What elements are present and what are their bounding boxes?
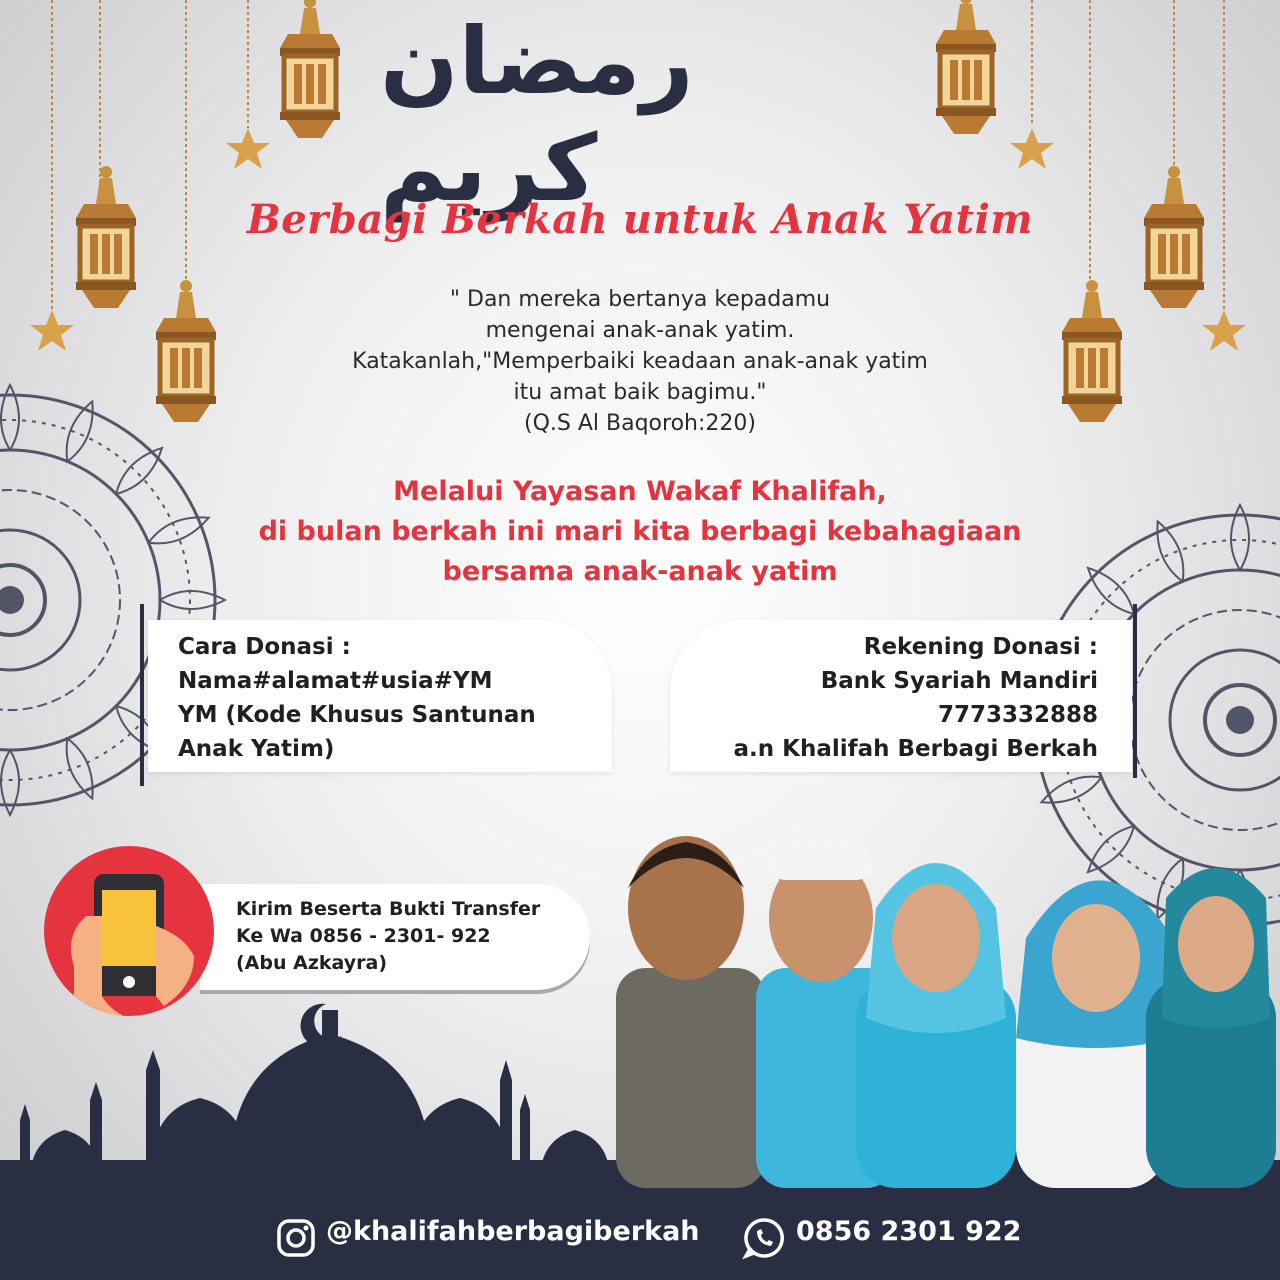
arabic-title [380, 8, 900, 222]
accent-bar-left [140, 604, 144, 786]
instagram-handle[interactable]: @khalifahberbagiberkah [326, 1216, 700, 1247]
contact-whatsapp-number: Ke Wa 0856 - 2301- 922 [236, 925, 491, 947]
quote-source: (Q.S Al Baqoroh:220) [524, 411, 756, 436]
quran-quote [240, 284, 1040, 439]
donation-method-line: YM (Kode Khusus Santunan [178, 702, 536, 728]
donation-account-card [670, 620, 1132, 772]
donation-method-line: Nama#alamat#usia#YM [178, 668, 493, 694]
instagram-icon[interactable] [276, 1218, 316, 1258]
contact-name: (Abu Azkayra) [236, 952, 388, 974]
crescent-icon [296, 1000, 346, 1050]
invitation-text [140, 472, 1140, 592]
account-holder: a.n Khalifah Berbagi Berkah [733, 736, 1098, 762]
accent-bar-right [1133, 604, 1137, 778]
contact-pill [200, 884, 590, 990]
donation-account-text [733, 630, 1098, 766]
quote-line: Katakanlah,"Memperbaiki keadaan anak-anak yatim [352, 349, 928, 374]
phone-in-hand-icon [44, 846, 214, 1016]
whatsapp-icon[interactable] [742, 1216, 786, 1260]
invite-line: bersama anak-anak yatim [442, 556, 838, 587]
account-number: 7773332888 [937, 702, 1098, 728]
invite-line: di bulan berkah ini mari kita berbagi kebahagiaan [258, 516, 1022, 547]
quote-line: itu amat baik bagimu." [513, 380, 767, 405]
contact-line: Kirim Beserta Bukti Transfer [236, 898, 541, 920]
quote-line: " Dan mereka bertanya kepadamu [449, 287, 831, 312]
arabic-title-text: رمضان كريم [380, 8, 694, 222]
donation-account-title: Rekening Donasi : [863, 634, 1098, 660]
donation-method-title: Cara Donasi : [178, 634, 351, 660]
donation-method-text [178, 630, 536, 766]
donation-method-card [148, 620, 612, 772]
quote-line: mengenai anak-anak yatim. [485, 318, 795, 343]
donation-method-line: Anak Yatim) [178, 736, 335, 762]
headline: Berbagi Berkah untuk Anak Yatim [246, 196, 1034, 243]
bank-name: Bank Syariah Mandiri [820, 668, 1098, 694]
contact-text [236, 896, 540, 977]
children-photo [606, 818, 1276, 1188]
invite-line: Melalui Yayasan Wakaf Khalifah, [393, 476, 887, 507]
whatsapp-number[interactable]: 0856 2301 922 [796, 1216, 1022, 1247]
